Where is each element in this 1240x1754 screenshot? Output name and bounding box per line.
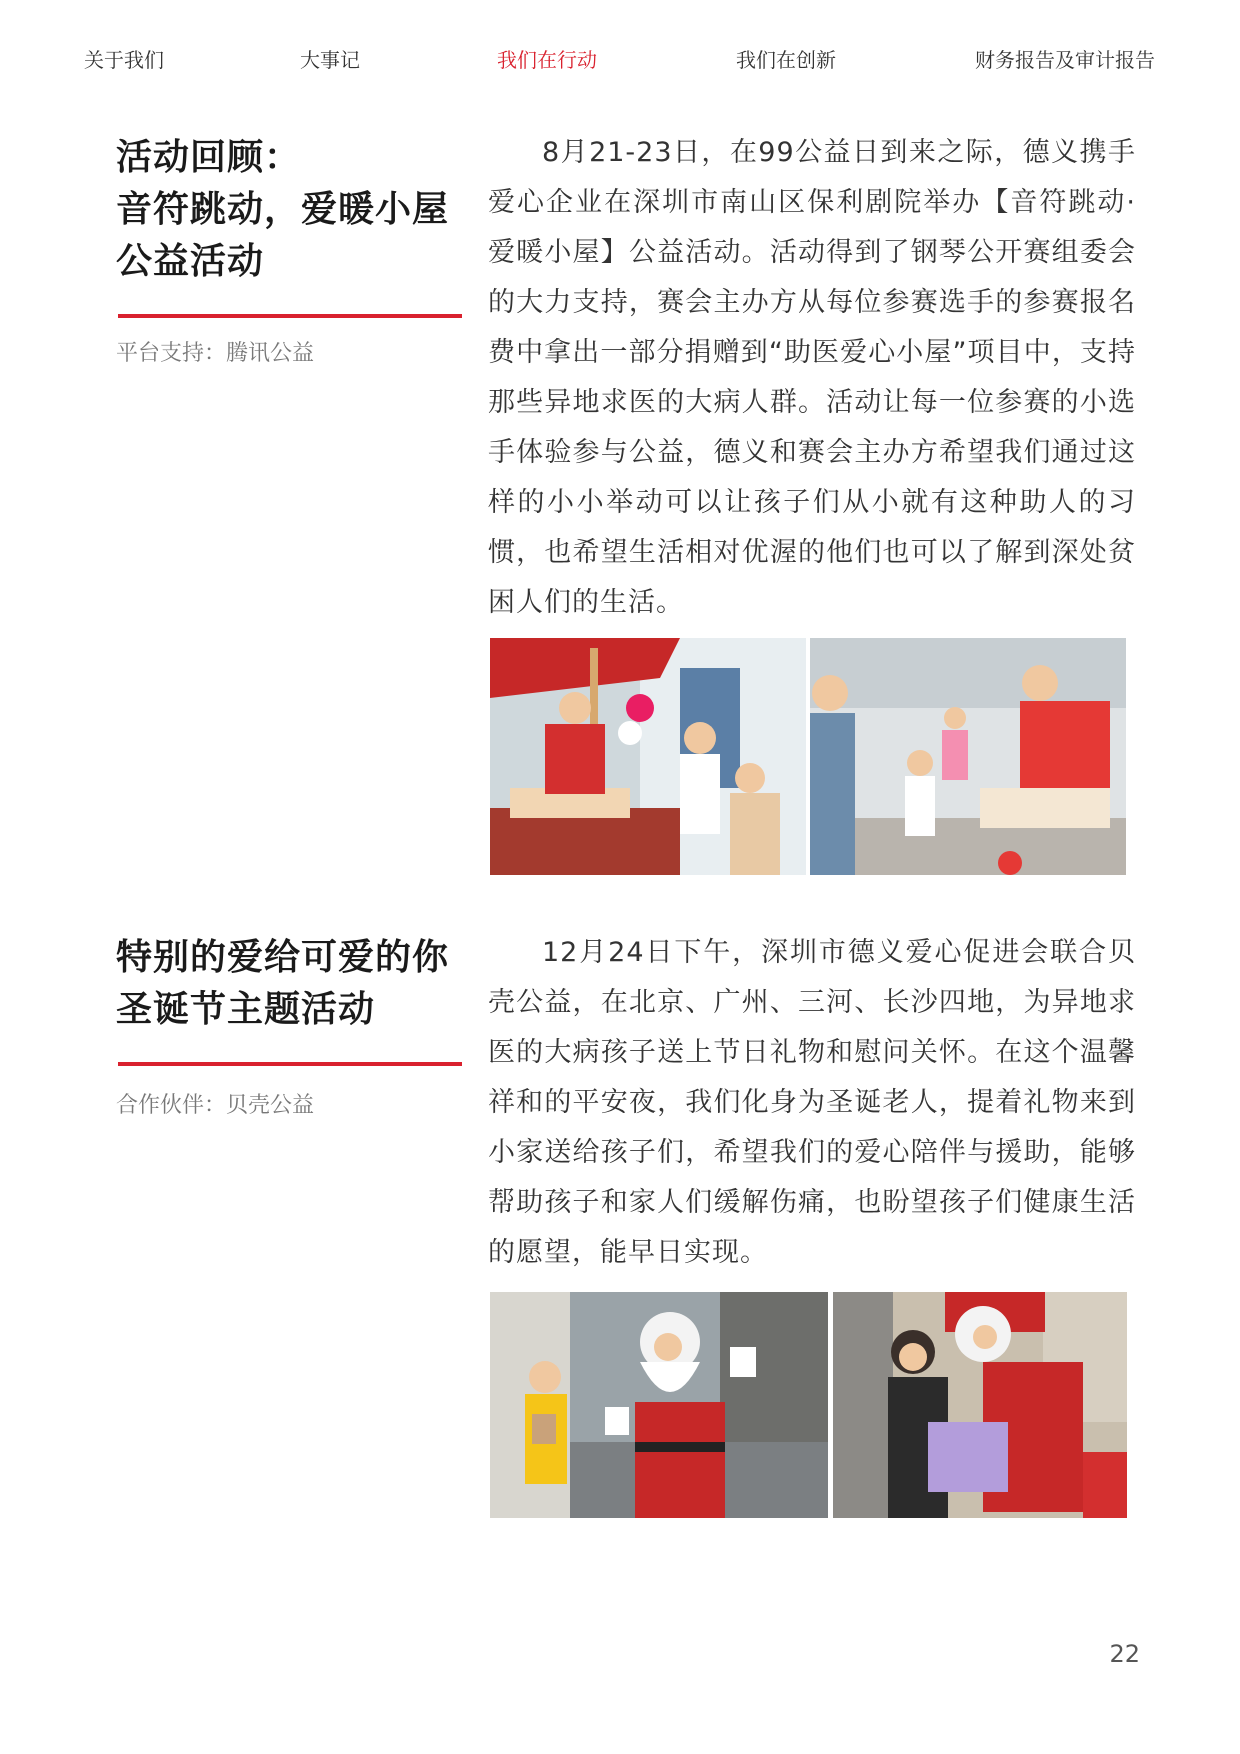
section-body: 12月24日下午，深圳市德义爱心促进会联合贝壳公益，在北京、广州、三河、长沙四地，为异地求医的大病孩子送上节日礼物和慰问关怀。在这个温馨祥和的平安夜，我们化身为圣诞老人，提着礼物来到小家送给孩子们，希望我们的爱心陪伴与援助，能够帮助孩子和家人们缓解伤痛，也盼望孩子们健康生活的愿望，能早日实现。 (488, 937, 1136, 1268)
nav-innovation[interactable]: 我们在创新 (736, 48, 836, 72)
nav-financial-reports[interactable]: 财务报告及审计报告 (975, 48, 1155, 72)
partner-label: 平台支持：腾讯公益 (116, 341, 315, 366)
santa-street-photo (490, 1292, 828, 1518)
nav-in-action[interactable]: 我们在行动 (497, 48, 597, 72)
section-title: 活动回顾： 音符跳动，爱暖小屋 公益活动 (116, 137, 450, 282)
title-divider (118, 314, 462, 318)
nav-about-us[interactable]: 关于我们 (84, 48, 164, 72)
title-divider (118, 1062, 462, 1066)
event-booth-photo (490, 638, 806, 875)
children-donation-photo (810, 638, 1126, 875)
nav-milestones[interactable]: 大事记 (300, 48, 360, 72)
partner-label: 合作伙伴：贝壳公益 (116, 1093, 315, 1118)
santa-visit-home-photo (833, 1292, 1127, 1518)
top-navigation (0, 44, 1240, 84)
section-title: 特别的爱给可爱的你 圣诞节主题活动 (116, 937, 450, 1030)
section-body: 8月21-23日，在99公益日到来之际，德义携手爱心企业在深圳市南山区保利剧院举办【音符跳动·爱暖小屋】公益活动。活动得到了钢琴公开赛组委会的大力支持，赛会主办方从每位参赛选手的参赛报名费中拿出一部分捐赠到“助医爱心小屋”项目中，支持那些异地求医的大病人群。活动让每一位参赛的小选手体验参与公益，德义和赛会主办方希望我们通过这样的小小举动可以让孩子们从小就有这种助人的习惯，也希望生活相对优渥的他们也可以了解到深处贫困人们的生活。 (488, 137, 1136, 618)
page-number: 22 (1109, 1640, 1140, 1668)
